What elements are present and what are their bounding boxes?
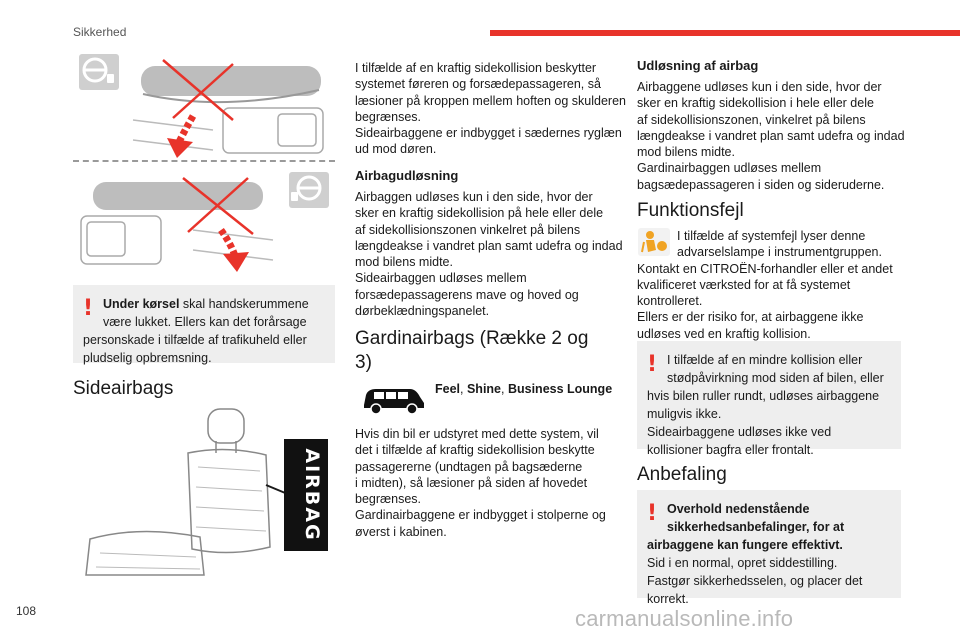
watermark: carmanualsonline.info bbox=[575, 606, 794, 631]
warning-icon: ! bbox=[647, 501, 658, 526]
glovebox-illustration-passenger bbox=[73, 168, 335, 280]
illustration-divider bbox=[73, 160, 335, 162]
seat-airbag-illustration bbox=[80, 407, 330, 579]
side-airbag-deploy-text: Airbaggen udløses kun i den side, hvor der sker en kraftig sidekollision på hele eller dele af sidekollisionszonen vinkelret på bilens længdeakse i vandret plan samt udefra og indad mod bilens midte. Sideairbaggen udløses mellem forsædepassagerens mave og hoved og dørbeklædningspanelet. bbox=[355, 190, 623, 319]
recommendation-text: Sid i en normal, opret siddestilling. Fastgør sikkerhedsselen, og placer det korrekt. bbox=[647, 556, 863, 606]
warning-bold: Under kørsel bbox=[103, 297, 180, 311]
heading-sideairbags: Sideairbags bbox=[73, 378, 174, 399]
curtain-airbag-text: Hvis din bil er udstyret med dette system, vil det i tilfælde af kraftig sidekollision beskytte passagererne (undtagen på bagsæderne i midten), så læsioner på siden af hovedet begrænses. Gardinairbaggene er indbygget i stolperne og øverst i kabinen. bbox=[355, 427, 606, 539]
minor-warning-text: I tilfælde af en mindre kollision eller stødpåvirkning mod siden af bilen, eller hvis bilen ruller rundt, udløses airbaggene muligvis ikke. Sideairbaggene udløses ikke ved kollisioner bagfra eller frontalt. bbox=[647, 353, 884, 457]
warning-text: skal handskerummene være lukket. Ellers kan det forårsage personskade i tilfælde af trafikuheld eller pludselig opbremsning. bbox=[83, 297, 309, 365]
recommendation-box bbox=[637, 490, 901, 606]
warning-icon: ! bbox=[647, 352, 658, 377]
airbag-label: AIRBAG bbox=[301, 448, 323, 542]
heading-airbagudlosning: Airbagudløsning bbox=[355, 168, 459, 183]
warning-icon: ! bbox=[83, 296, 94, 321]
heading-anbefaling: Anbefaling bbox=[637, 464, 727, 485]
glovebox-illustration-driver bbox=[73, 50, 335, 160]
recommendation-bold: Overhold nedenstående sikkerhedsanbefalinger, for at airbaggene kan fungere effektivt. bbox=[647, 502, 845, 552]
version-list: Feel, Shine, Business Lounge bbox=[435, 382, 613, 396]
heading-udlosning-af-airbag: Udløsning af airbag bbox=[637, 58, 759, 73]
header-accent-bar bbox=[490, 30, 960, 36]
minor-collision-warning bbox=[637, 341, 901, 457]
curtain-release-text: Airbaggene udløses kun i den side, hvor der sker en kraftig sidekollision i hele eller dele af sidekollisionszonen, vinkelret på bilens længdeakse i vandret plan samt udefra og indad mod bilens midte. Gardinairbaggen udløses mellem bagsædepassageren i siden og sideruderne. bbox=[637, 80, 905, 192]
section-label: Sikkerhed bbox=[73, 25, 127, 39]
fault-text: I tilfælde af systemfejl lyser denne advarselslampe i instrumentgruppen. Kontakt en CITROËN-forhandler eller et andet kvalificeret værksted for at få systemet kontrolleret. Ellers er der risiko for, at airbaggene ikke udløses ved en kraftig kollision. bbox=[637, 229, 893, 341]
heading-gardinairbags: Gardinairbags (Række 2 og 3) bbox=[355, 328, 589, 373]
side-airbag-intro: I tilfælde af en kraftig sidekollision beskytter systemet føreren og forsædepassageren, så læsioner på kroppen mellem hoften og skulderen begrænses. Sideairbaggene er indbygget i sædernes ryglæn ud mod døren. bbox=[355, 61, 626, 157]
heading-funktionsfejl: Funktionsfejl bbox=[637, 200, 744, 221]
van-icon bbox=[360, 385, 428, 415]
page-number: 108 bbox=[16, 604, 37, 618]
glovebox-warning bbox=[73, 285, 335, 363]
